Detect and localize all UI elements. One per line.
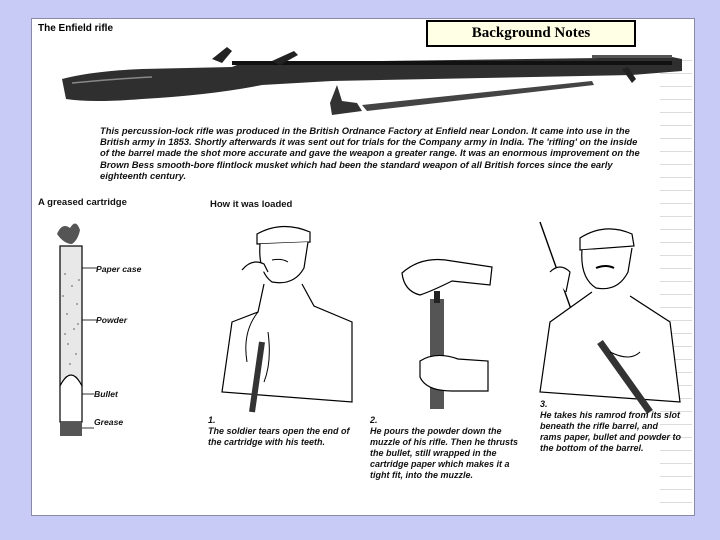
cartridge-diagram [32, 214, 112, 444]
rifle-title: The Enfield rifle [38, 23, 114, 34]
step-3-caption [540, 399, 682, 454]
label-paper-case: Paper case [96, 264, 142, 274]
step-1-text: The soldier tears open the end of the cartridge with his teeth. [208, 426, 350, 447]
step-3-text: He takes his ramrod from its slot beneath the rifle barrel, and rams paper, bullet and powder to the bottom of the barrel. [540, 410, 682, 453]
step-3-number: 3. [540, 399, 548, 409]
loading-heading: How it was loaded [210, 199, 293, 210]
step-2-text: He pours the powder down the muzzle of his rifle. Then he thrusts the bullet, still wrapped in the cartridge paper which makes it a tight fit, into the muzzle. [370, 426, 519, 480]
hands-pouring-powder-drawing [392, 251, 512, 421]
step-1-caption [208, 415, 358, 448]
scanned-figure [31, 18, 695, 516]
label-powder: Powder [96, 315, 128, 325]
soldier-ramming-drawing [510, 212, 690, 422]
step-1-number: 1. [208, 415, 216, 425]
step-2-caption [370, 415, 530, 481]
rifle-description: This percussion-lock rifle was produced in the British Ordnance Factory at Enfield near London. It came into use in the British army in 1853. Shortly afterwards it was sent out for trials for the Company army in India. The 'rifling' on the inside of the barrel made the shot more accurate and gave the weapon a greater range. It was an enormous improvement on the Brown Bess smooth-bore flintlock musket which had been the standard weapon of all British forces since the early eighteenth century. [100, 125, 640, 181]
step-2-number: 2. [370, 415, 378, 425]
cartridge-heading: A greased cartridge [38, 197, 127, 208]
soldier-tearing-cartridge-drawing [202, 212, 372, 422]
label-grease: Grease [94, 417, 124, 427]
label-bullet: Bullet [94, 389, 118, 399]
background-notes-button[interactable]: Background Notes [426, 20, 636, 47]
